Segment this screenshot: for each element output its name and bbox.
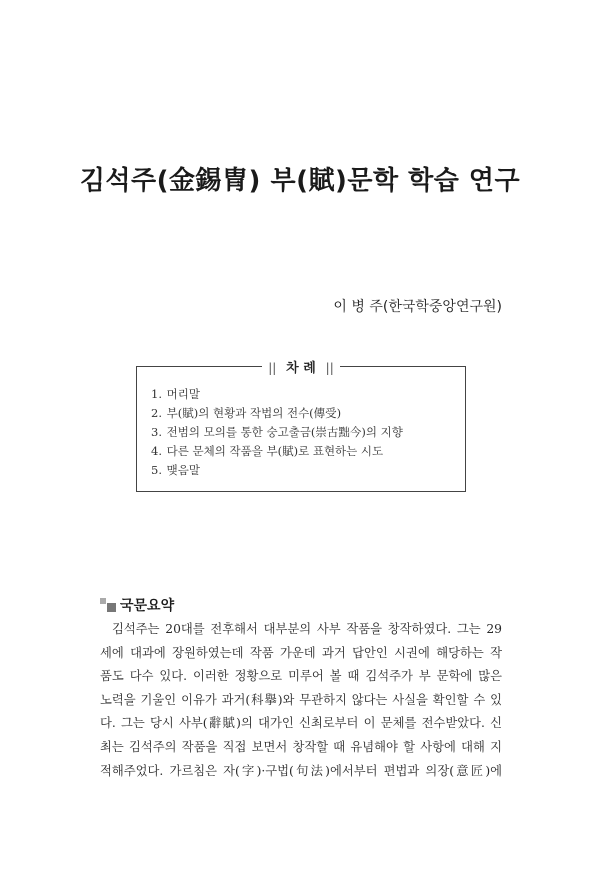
abstract-line: 품도 다수 있다. 이러한 정황으로 미루어 볼 때 김석주가 부 문학에 많은: [100, 669, 502, 684]
toc-item: 1. 머리말: [151, 387, 200, 401]
toc-list: [151, 385, 403, 480]
toc-bracket-left: ||: [268, 361, 277, 375]
toc-heading: 차 례: [286, 361, 316, 376]
abstract-heading: [100, 595, 174, 615]
abstract-line: 다. 그는 당시 사부(辭賦)의 대가인 신최로부터 이 문체를 전수받았다. 신: [100, 716, 502, 731]
square-bullet-icon: [100, 598, 116, 612]
abstract-line: 세에 대과에 장원하였는데 작품 가운데 과거 답안인 시권에 해당하는 작: [100, 645, 502, 660]
table-of-contents: [136, 361, 466, 492]
abstract-line: 적해주었다. 가르침은 자(字)·구법(句法)에서부터 편법과 의장(意匠)에: [100, 763, 502, 778]
abstract-line: 최는 김석주의 작품을 직접 보면서 창작할 때 유념해야 할 사항에 대해 지: [100, 739, 502, 754]
toc-item: 5. 맺음말: [151, 463, 200, 477]
toc-item: 3. 전범의 모의를 통한 숭고출금(崇古黜今)의 지향: [151, 425, 403, 439]
toc-item: 2. 부(賦)의 현황과 작법의 전수(傳受): [151, 406, 342, 420]
author-affiliation: 이 병 주(한국학중앙연구원): [333, 299, 502, 315]
toc-item: 4. 다른 문체의 작품을 부(賦)로 표현하는 시도: [151, 444, 384, 458]
paper-title: 김석주(金錫冑) 부(賦)문학 학습 연구: [79, 166, 521, 196]
abstract-body: [100, 618, 502, 783]
abstract-heading-label: 국문요약: [120, 598, 175, 614]
toc-bracket-right: ||: [325, 361, 334, 375]
toc-header: [137, 357, 465, 376]
abstract-line: 김석주는 20대를 전후해서 대부분의 사부 작품을 창작하였다. 그는 29: [112, 622, 502, 636]
abstract-line: 노력을 기울인 이유가 과거(科擧)와 무관하지 않다는 사실을 확인할 수 있: [100, 692, 502, 707]
